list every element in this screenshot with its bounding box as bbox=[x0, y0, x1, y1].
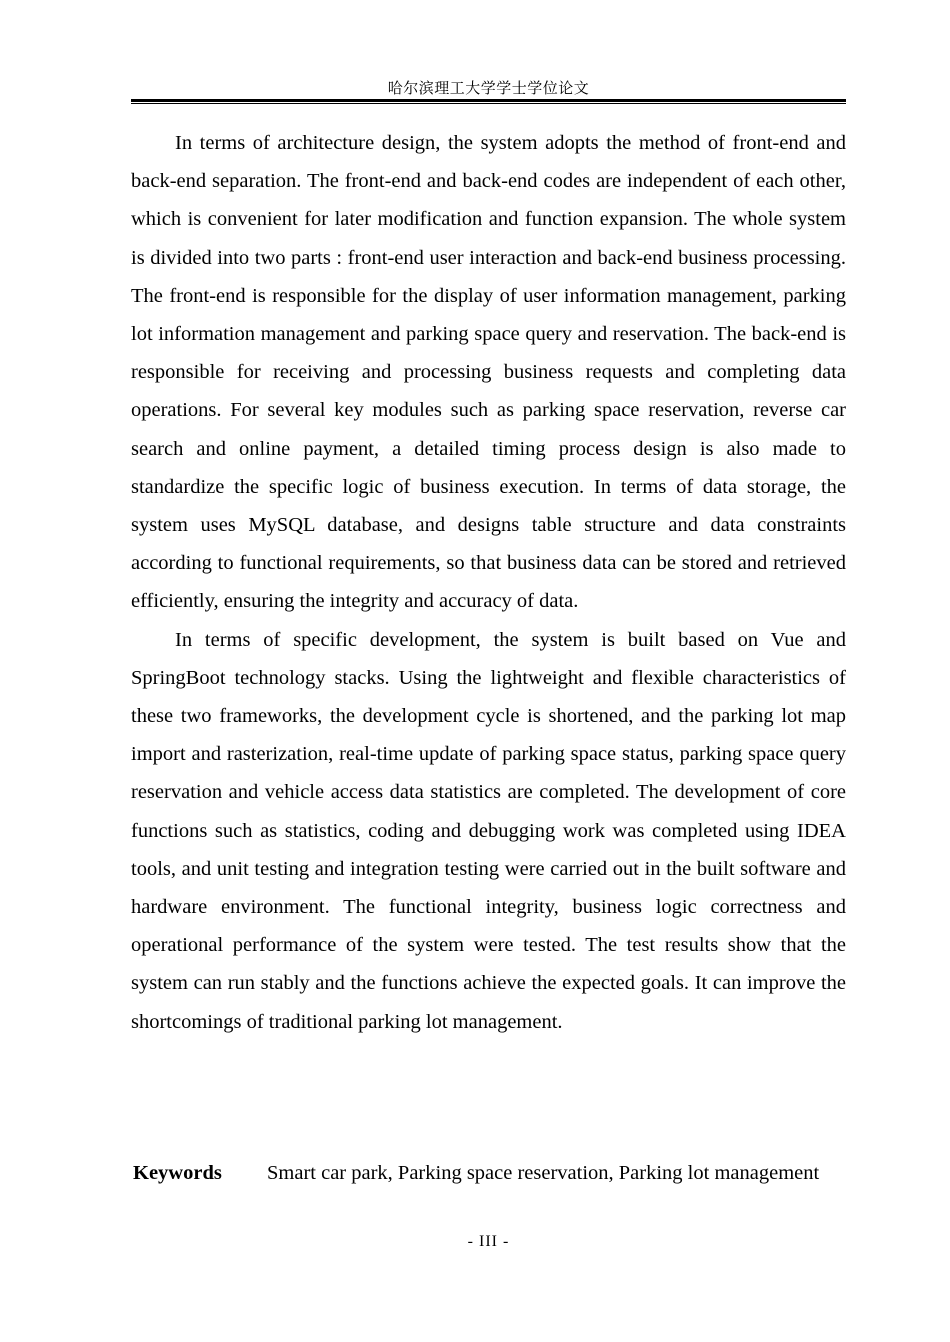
abstract-body bbox=[131, 124, 846, 1041]
paragraph-architecture: In terms of architecture design, the system adopts the method of front-end and back-end separation. The front-end and back-end codes are independent of each other, which is convenient for later modification and function expansion. The whole system is divided into two parts : front-end user interaction and back-end business processing. The front-end is responsible for the display of user information management, parking lot information management and parking space query and reservation. The back-end is responsible for receiving and processing business requests and completing data operations. For several key modules such as parking space reservation, reverse car search and online payment, a detailed timing process design is also made to standardize the specific logic of business execution. In terms of data storage, the system uses MySQL database, and designs table structure and data constraints according to functional requirements, so that business data can be stored and retrieved efficiently, ensuring the integrity and accuracy of data. bbox=[131, 132, 846, 613]
header-rule-thick bbox=[131, 99, 846, 102]
keywords-section bbox=[131, 1154, 846, 1192]
paragraph-development: In terms of specific development, the system is built based on Vue and SpringBoot technology stacks. Using the lightweight and flexible characteristics of these two frameworks, the development cycle is shortened, and the parking lot map import and rasterization, real-time update of parking space status, parking space query reservation and vehicle access data statistics are completed. The development of core functions such as statistics, coding and debugging work was completed using IDEA tools, and unit testing and integration testing were carried out in the built software and hardware environment. The functional integrity, business logic correctness and operational performance of the system were tested. The test results show that the system can run stably and the functions achieve the expected goals. It can improve the shortcomings of traditional parking lot management. bbox=[131, 628, 846, 1033]
keywords-text: Smart car park, Parking space reservation, Parking lot management bbox=[267, 1162, 820, 1184]
running-header: 哈尔滨理工大学学士学位论文 bbox=[387, 81, 590, 97]
keywords-label: Keywords bbox=[133, 1162, 222, 1184]
header-rule-thin bbox=[131, 103, 846, 104]
header-double-rule bbox=[131, 99, 846, 105]
page-number: - III - bbox=[467, 1233, 510, 1250]
